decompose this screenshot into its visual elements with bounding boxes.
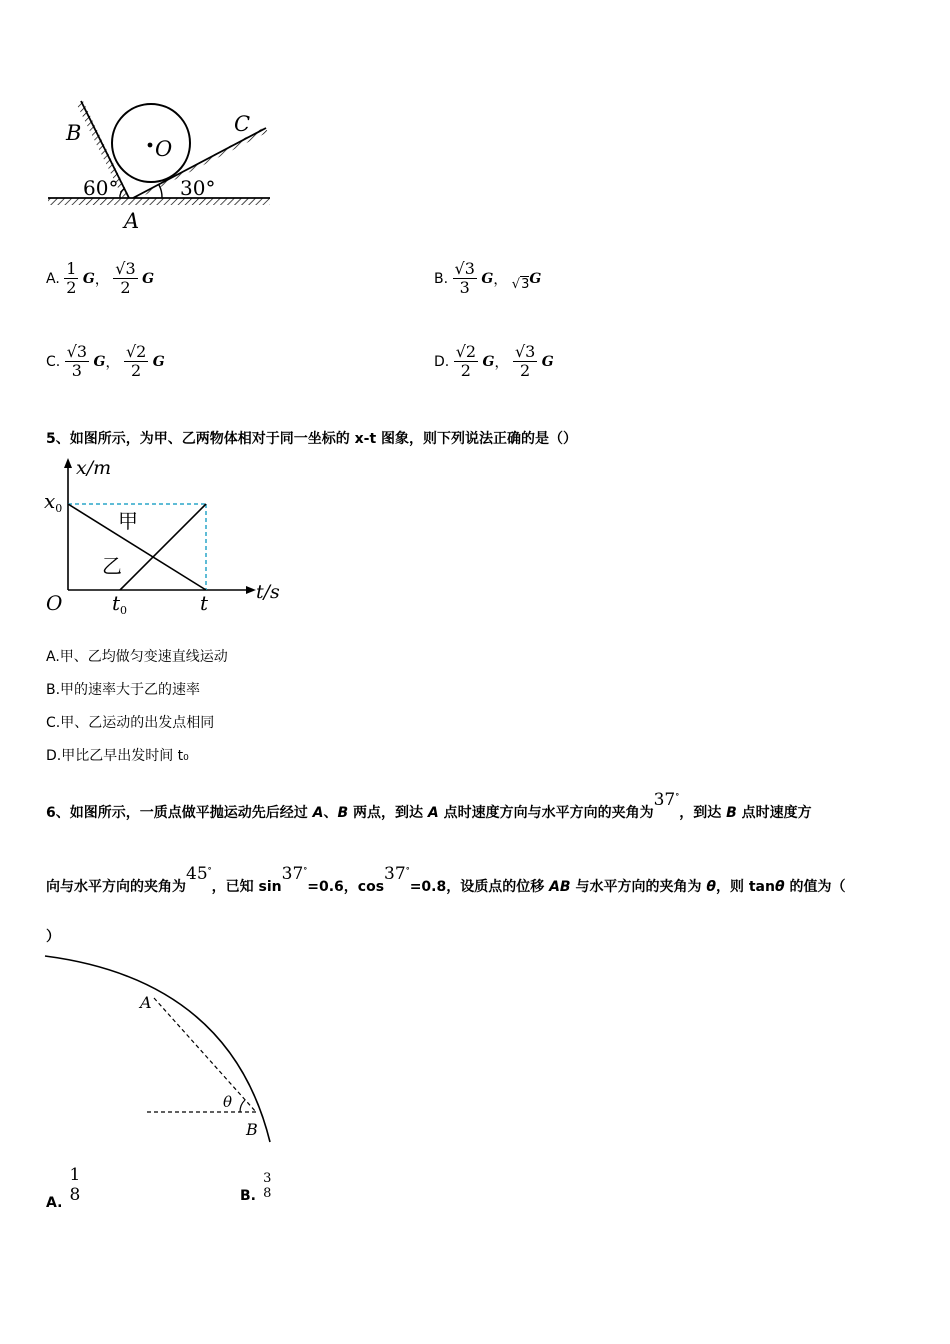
displacement-ab bbox=[154, 998, 256, 1112]
q4-option-b[interactable]: B. $\frac{√3}{3}$ G， √3G bbox=[434, 259, 542, 298]
q6-option-b[interactable]: B. 3 8 bbox=[240, 1171, 272, 1204]
yi-label: 乙 bbox=[102, 554, 122, 578]
label-b: B bbox=[66, 121, 82, 145]
label-c: C bbox=[234, 112, 251, 136]
x0-label: $x_0$ bbox=[44, 489, 63, 515]
q5-option-a[interactable]: A.甲、乙均做匀变速直线运动 bbox=[46, 649, 228, 665]
t-label: t bbox=[200, 591, 209, 615]
label-a: A bbox=[124, 209, 140, 233]
point-a-label: A bbox=[140, 993, 152, 1012]
x-axis-label: t/s bbox=[256, 581, 280, 603]
q5-option-c[interactable]: C.甲、乙运动的出发点相同 bbox=[46, 715, 215, 731]
q4-option-c[interactable]: C. $\frac{√3}{3}$ G， $\frac{√2}{2}$ G bbox=[46, 342, 165, 381]
angle-30-label: 30° bbox=[180, 176, 216, 200]
q4-option-d[interactable]: D. $\frac{√2}{2}$ G， $\frac{√3}{2}$ G bbox=[434, 342, 554, 381]
origin-label: O bbox=[46, 591, 63, 615]
incline-circle-figure bbox=[40, 95, 280, 240]
center-dot bbox=[148, 143, 153, 148]
projectile-figure bbox=[40, 950, 280, 1150]
q5-option-b[interactable]: B.甲的速率大于乙的速率 bbox=[46, 682, 201, 698]
q6-question-line3: ） bbox=[46, 929, 60, 945]
q6-question-line1: 6、如图所示，一质点做平抛运动先后经过 A、B 两点，到达 A 点时速度方向与水平方向的夹角为37°，到达 B 点时速度方 bbox=[46, 790, 812, 821]
jia-label: 甲 bbox=[118, 509, 138, 533]
q5-option-d[interactable]: D.甲比乙早出发时间 t₀ bbox=[46, 748, 189, 764]
q4-option-a[interactable]: A. $\frac{1}{2}$ G， $\frac{√3}{2}$ G bbox=[46, 259, 155, 298]
trajectory-curve bbox=[45, 956, 270, 1142]
q6-question-line2: 向与水平方向的夹角为45°，已知 sin37°=0.6，cos37°=0.8，设质点的位移 AB 与水平方向的夹角为 θ，则 tanθ 的值为（ bbox=[46, 864, 846, 895]
angle-60-label: 60° bbox=[83, 176, 119, 200]
point-b-label: B bbox=[246, 1120, 258, 1139]
theta-label: θ bbox=[223, 1093, 233, 1111]
label-o: O bbox=[155, 137, 173, 161]
y-axis-label: x/m bbox=[76, 457, 112, 479]
xt-graph bbox=[40, 452, 290, 622]
q6-option-a[interactable]: A. 1 8 bbox=[46, 1165, 81, 1212]
t0-label: $t_0$ bbox=[112, 591, 128, 617]
q5-question-text: 5、如图所示，为甲、乙两物体相对于同一坐标的 x-t 图象，则下列说法正确的是（） bbox=[46, 431, 578, 447]
